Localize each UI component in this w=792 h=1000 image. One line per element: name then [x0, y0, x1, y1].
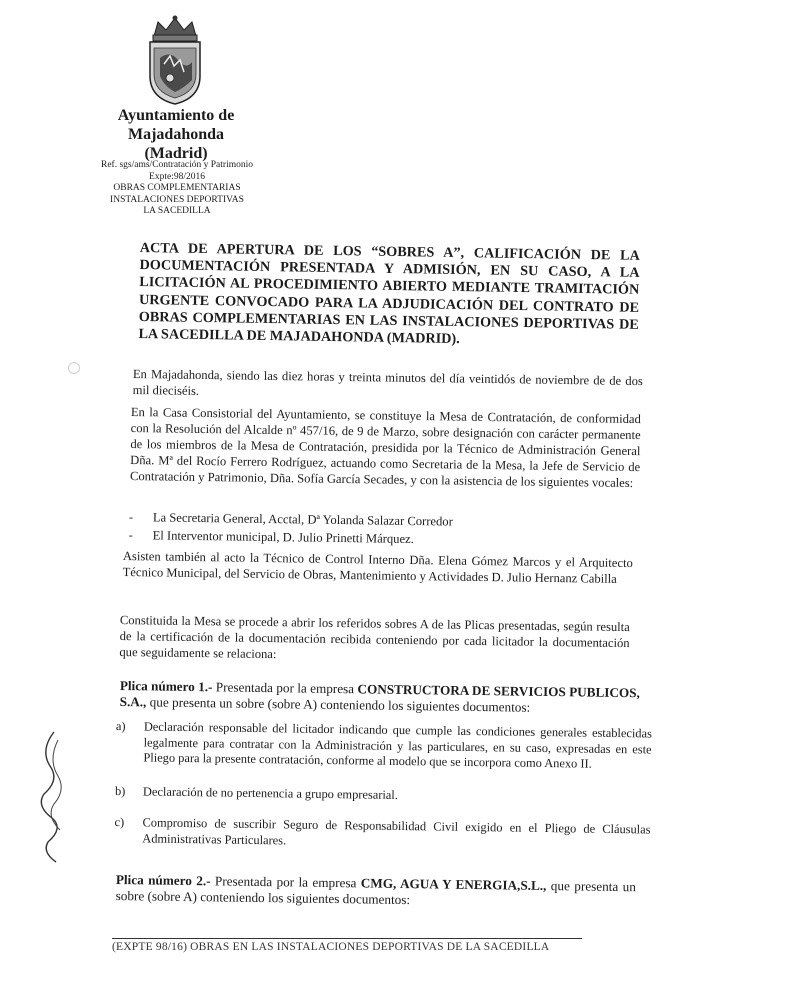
paragraph-date: En Majadahonda, siendo las diez horas y treinta minutos del día veintidós de noviembre de de dos mil dieciséis.: [132, 366, 643, 398]
footer-divider: [112, 938, 582, 939]
plica-text: que presenta un sobre (sobre A) conteniendo los siguientes documentos:: [115, 878, 636, 908]
organization-name: [96, 106, 256, 163]
item-text: Compromiso de suscribir Seguro de Responsabilidad Civil exigido en el Pliego de Cláusulas Administrativas Particulares.: [142, 815, 651, 847]
org-line-2: Majadahonda: [127, 126, 225, 143]
list-item: [111, 719, 652, 773]
handwritten-signature-icon: [34, 730, 74, 865]
plica-2-heading: [116, 872, 636, 911]
vocales-list: [124, 508, 644, 551]
item-letter: c): [114, 815, 125, 830]
plica-1-heading: [120, 678, 640, 717]
paragraph-attendees: Asisten también al acto la Técnico de Control Interno Dña. Elena Gómez Marcos y el Arquitecto Técnico Municipal, del Servicio de Obras, Mantenimiento y Actividades D. Julio Hernanz Cabilla: [122, 548, 633, 586]
org-line-3: (Madrid): [144, 145, 208, 162]
item-letter: b): [114, 783, 126, 798]
item-text: Declaración de no pertenencia a grupo empresarial.: [142, 783, 398, 802]
ref-line-2: Expte:98/2016: [149, 171, 205, 182]
ref-line-4: INSTALACIONES DEPORTIVAS: [110, 194, 244, 205]
plica-number: Plica número 2.-: [115, 872, 211, 889]
document-title: ACTA DE APERTURA DE LOS “SOBRES A”, CALIFICACIÓN DE LA DOCUMENTACIÓN PRESENTADA Y ADMISIÓN, EN SU CASO, A LA LICITACIÓN AL PROCEDIMIENTO ABIERTO MEDIANTE TRAMITACIÓN URGENTE CONVOCADO PARA LA ADJUDICACIÓN DEL CONTRATO DE OBRAS COMPLEMENTARIAS EN LAS INSTALACIONES DEPORTIVAS DE LA SACEDILLA DE MAJADAHONDA (MADRID).: [138, 240, 640, 348]
paragraph-procedure: Constituida la Mesa se procede a abrir los referidos sobres A de las Plicas presentadas, según resulta de la certificación de la documentación recibida conteniendo por cada licitador la documentación que seguidamente se relaciona:: [119, 612, 630, 662]
org-line-1: Ayuntamiento de: [117, 107, 235, 124]
item-text: Declaración responsable del licitador indicando que cumple las condiciones generales establecidas legalmente para contratar con la Administración y las particulares, en su caso, expresadas en este Pliego para la presente contratación, conforme al modelo que se incorpora como Anexo II.: [143, 719, 652, 771]
page-footer: (EXPTE 98/16) OBRAS EN LAS INSTALACIONES DEPORTIVAS DE LA SACEDILLA: [112, 941, 550, 953]
reference-block: [92, 160, 262, 218]
plica-text: Presentada por la empresa: [210, 873, 361, 891]
ref-line-3: OBRAS COMPLEMENTARIAS: [113, 183, 241, 193]
plica-number: Plica número 1.-: [119, 678, 213, 695]
punch-hole-mark: [68, 362, 80, 374]
plica-company: CONSTRUCTORA DE SERVICIOS PUBLICOS, S.A.,: [119, 681, 640, 710]
paragraph-constitution: En la Casa Consistorial del Ayuntamiento, se constituye la Mesa de Contratación, de conformidad con la Resolución del Alcalde nº 457/16, de 9 de Marzo, sobre designación con carácter permanente de los miembros de la Mesa de Contratación, presidida por la Técnico de Administración General Dña. Mª del Rocío Ferrero Rodríguez, actuando como Secretaria de la Mesa, la Jefe de Servicio de Contratación y Patrimonio, Dña. Sofía García Secades, y con la asistencia de los siguientes vocales:: [129, 404, 641, 491]
list-dash: -: [128, 528, 133, 543]
list-item: [110, 815, 650, 854]
coat-of-arms-icon: [140, 14, 210, 106]
list-item-text: El Interventor municipal, D. Julio Prinetti Márquez.: [152, 528, 414, 547]
ref-line-1: Ref. sgs/ams/Contratación y Patrimonio: [101, 160, 253, 170]
plica-text: que presenta un sobre (sobre A) conteniendo los siguientes documentos:: [146, 694, 531, 715]
list-dash: -: [128, 510, 134, 525]
list-item: [111, 783, 651, 806]
ref-line-5: LA SACEDILLA: [143, 206, 211, 216]
documents-list: [110, 719, 652, 854]
list-item-text: La Secretaria General, Acctal, Dª Yolanda Salazar Corredor: [152, 510, 453, 529]
plica-company: CMG, AGUA Y ENERGIA,S.L.,: [360, 875, 547, 894]
item-letter: a): [115, 719, 126, 734]
plica-text: Presentada por la empresa: [212, 679, 358, 697]
